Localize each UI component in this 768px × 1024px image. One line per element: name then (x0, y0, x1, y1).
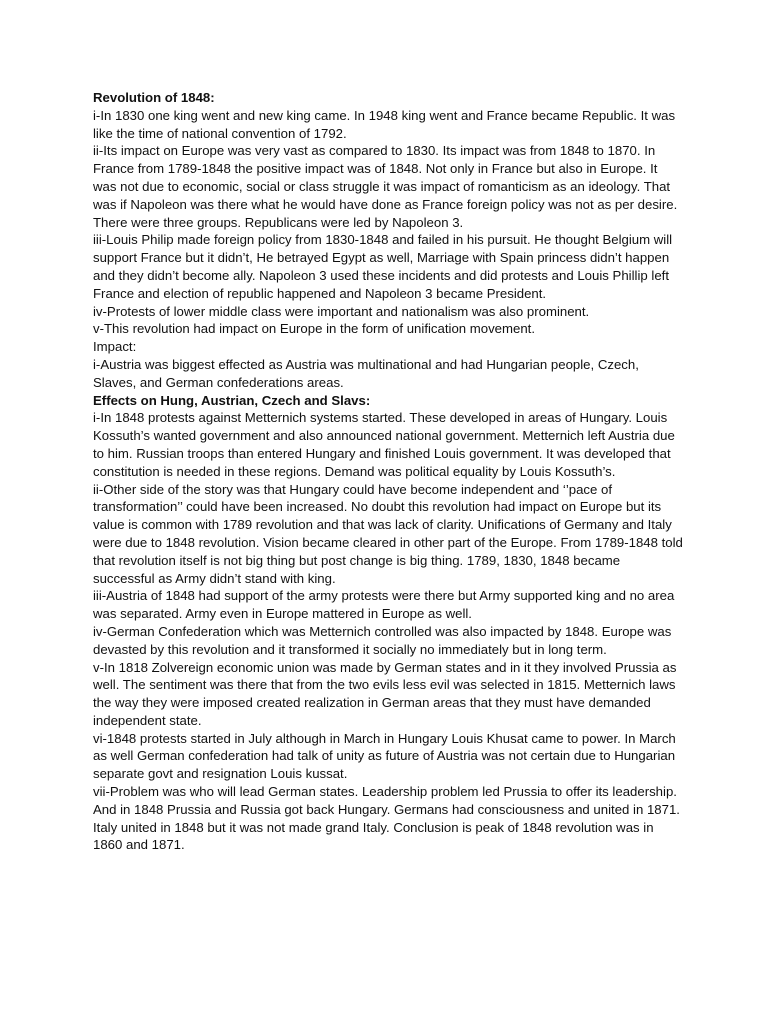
paragraph-effects-2: ii-Other side of the story was that Hungary could have become independent and ‘’pace of transformation’’ could have been increased. No doubt this revolution had impact on Europe but its value is common with 1789 revolution and that was lack of clarity. Unifications of Germany and Italy were due to 1848 revolution. Vision became cleared in other part of the Europe. From 1789-1848 told that revolution itself is not big thing but post change is big thing. 1789, 1830, 1848 became successful as Army didn’t stand with king. (93, 481, 683, 586)
paragraph-effects-7: vii-Problem was who will lead German states. Leadership problem led Prussia to offer its leadership. And in 1848 Prussia and Russia got back Hungary. Germans had consciousness and united in 1871. Italy united in 1848 but it was not made grand Italy. Conclusion is peak of 1848 revolution was in 1860 and 1871. (93, 784, 680, 853)
paragraph-effects-5: v-In 1818 Zolvereign economic union was made by German states and in it they involved Prussia as well. The sentiment was there that from the two evils less evil was selected in 1815. Metternich laws the way they were imposed created realization in German areas that they must have demanded independent state. (93, 659, 677, 728)
paragraph-impact-1: i-Austria was biggest effected as Austria was multinational and had Hungarian people, Czech, Slaves, and German confederations areas. (93, 356, 639, 390)
effects-heading: Effects on Hung, Austrian, Czech and Slavs: (93, 392, 371, 408)
document-page (93, 89, 683, 854)
paragraph-effects-4: iv-German Confederation which was Metternich controlled was also impacted by 1848. Europe was devasted by this revolution and it transformed it socially no immediately but in long term. (93, 623, 672, 657)
paragraph-effects-6: vi-1848 protests started in July although in March in Hungary Louis Khusat came to power. In March as well German confederation had talk of unity as future of Austria was not certain due to Hungarian separate govt and resignation Louis kussat. (93, 730, 676, 782)
paragraph-intro-3: iii-Louis Philip made foreign policy from 1830-1848 and failed in his pursuit. He thought Belgium will support France but it didn’t, He betrayed Egypt as well, Marriage with Spain princess didn’t happen and they didn’t become ally. Napoleon 3 used these incidents and did protests and Louis Phillip left France and election of republic happened and Napoleon 3 became President. (93, 232, 673, 301)
paragraph-intro-5: v-This revolution had impact on Europe in the form of unification movement. (93, 321, 536, 337)
paragraph-intro-2: ii-Its impact on Europe was very vast as compared to 1830. Its impact was from 1848 to 1870. In France from 1789-1848 the positive impact was of 1848. Not only in France but also in Europe. It was not due to economic, social or class struggle it was impact of romanticism as an ideology. That was if Napoleon was there what he would have done as France foreign policy was not as per desire. There were three groups. Republicans were led by Napoleon 3. (93, 143, 678, 230)
paragraph-effects-3: iii-Austria of 1848 had support of the army protests were there but Army supported king and no area was separated. Army even in Europe mattered in Europe as well. (93, 588, 675, 622)
impact-heading: Impact: (93, 339, 137, 355)
paragraph-effects-1: i-In 1848 protests against Metternich systems started. These developed in areas of Hungary. Louis Kossuth’s wanted government and also announced national government. Metternich left Austria due to him. Russian troops than entered Hungary and finished Louis government. It was developed that constitution is needed in these regions. Demand was political equality by Louis Kossuth’s. (93, 410, 675, 479)
paragraph-intro-4: iv-Protests of lower middle class were important and nationalism was also prominent. (93, 303, 590, 319)
document-title: Revolution of 1848: (93, 90, 215, 105)
paragraph-intro-1: i-In 1830 one king went and new king came. In 1948 king went and France became Republic. It was like the time of national convention of 1792. (93, 107, 676, 141)
